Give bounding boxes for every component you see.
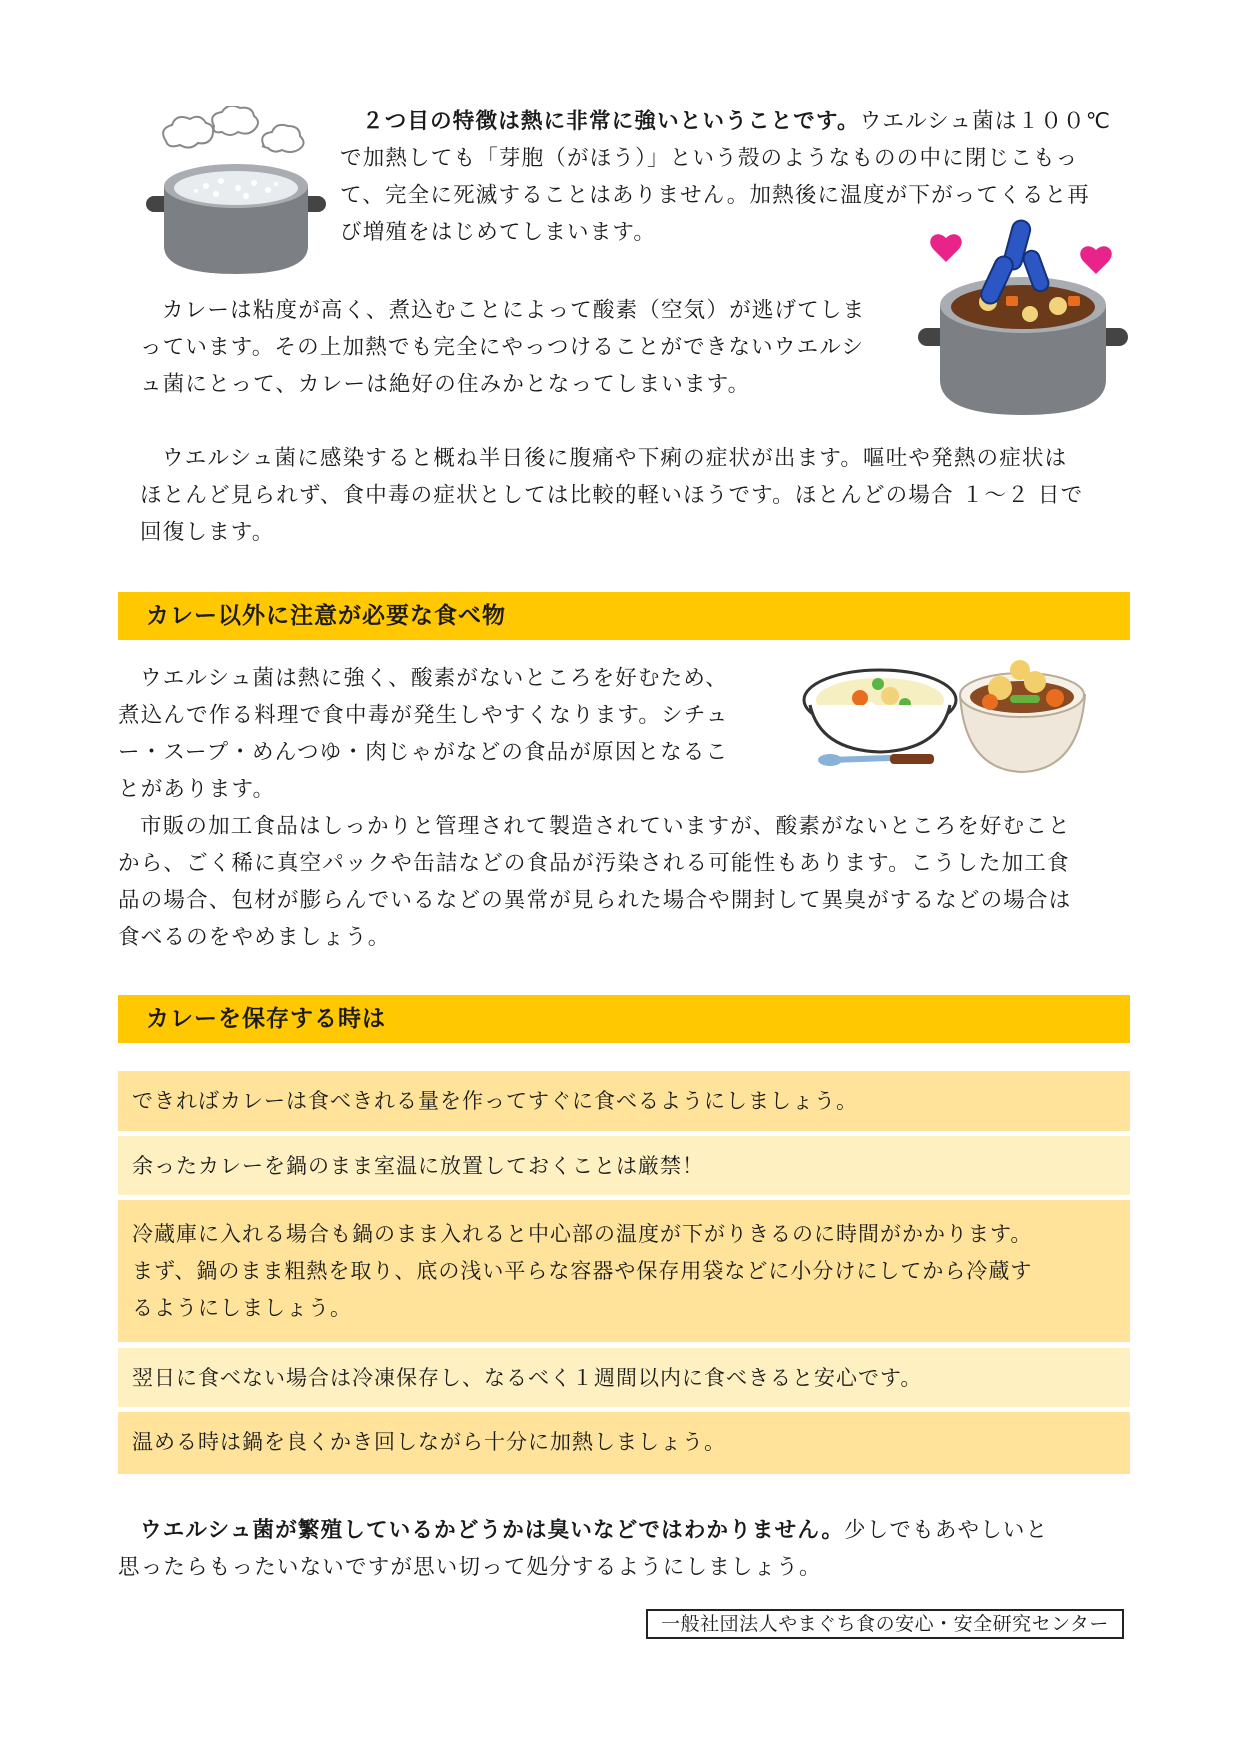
storage-tip-text: 温める時は鍋を良くかき回しながら十分に加熱しましょう。 [132,1430,726,1454]
symptoms-paragraph [118,440,1138,551]
other-foods-p2-line4: 食べるのをやめましょう。 [118,925,391,950]
organization-name: 一般社団法人やまぐち食の安心・安全研究センター [661,1613,1109,1635]
closing-paragraph [118,1512,1138,1586]
curry-pot-with-bacteria-icon [918,210,1128,420]
steaming-rice-pot-icon [146,106,326,281]
closing-line2: 思ったらもったいないですが思い切って処分するようにしましょう。 [118,1555,822,1580]
other-foods-p1-line4: とがあります。 [118,777,276,802]
other-foods-paragraph-2 [118,808,1138,956]
section-header-storage [118,995,1130,1043]
storage-tip-3-line3: るようにしましょう。 [132,1296,352,1320]
curry-line3: ュ菌にとって、カレーは絶好の住みかとなってしまいます。 [140,372,751,397]
storage-tip-2 [118,1136,1130,1195]
intro-line1-rest: ウエルシュ菌は１００℃ [859,109,1112,134]
other-foods-paragraph-1 [118,660,798,808]
other-foods-p1-line3: ー・スープ・めんつゆ・肉じゃがなどの食品が原因となるこ [118,740,729,765]
curry-line2: っています。その上加熱でも完全にやっつけることができないウエルシ [140,335,865,360]
intro-bold-lead: ２つ目の特徴は熱に非常に強いということです。 [362,109,860,134]
symptoms-line1: ウエルシュ菌に感染すると概ね半日後に腹痛や下痢の症状が出ます。嘔吐や発熱の症状は [162,446,1068,471]
curry-paragraph [118,292,918,403]
closing-line1-rest: 少しでもあやしいと [844,1518,1049,1543]
other-foods-p2-line1: 市販の加工食品はしっかりと管理されて製造されていますが、酸素がないところを好むこと [140,814,1071,839]
storage-tip-text: 余ったカレーを鍋のまま室温に放置しておくことは厳禁！ [132,1154,704,1178]
symptoms-line2: ほとんど見られず、食中毒の症状としては比較的軽いほうです。ほとんどの場合 １～２ 日で [140,483,1084,508]
nikujaga-bowl-icon [955,650,1090,780]
storage-tip-3 [118,1200,1130,1342]
closing-bold-lead: ウエルシュ菌が繁殖しているかどうかは臭いなどではわかりません。 [140,1518,845,1543]
section-title: カレーを保存する時は [146,1006,386,1032]
storage-tip-text: できればカレーは食べきれる量を作ってすぐに食べるようにしましょう。 [132,1089,858,1113]
section-header-other-foods [118,592,1130,640]
other-foods-p2-line2: から、ごく稀に真空パックや缶詰などの食品が汚染される可能性もあります。こうした加工食 [118,851,1070,876]
intro-line2: で加熱しても「芽胞（がほう）」という殻のようなものの中に閉じこもっ [340,146,1079,171]
storage-tip-1 [118,1071,1130,1131]
intro-line3: て、完全に死滅することはありません。加熱後に温度が下がってくると再 [340,183,1090,208]
organization-footer [646,1609,1124,1639]
storage-tip-3-line1: 冷蔵庫に入れる場合も鍋のまま入れると中心部の温度が下がりきるのに時間がかかります。 [132,1222,1033,1246]
other-foods-p1-line1: ウエルシュ菌は熱に強く、酸素がないところを好むため、 [140,666,728,691]
storage-tip-3-line2: まず、鍋のまま粗熱を取り、底の浅い平らな容器や保存用袋などに小分けにしてから冷蔵す [132,1259,1033,1283]
storage-tip-text: 翌日に食べない場合は冷凍保存し、なるべく１週間以内に食べきると安心です。 [132,1366,923,1390]
section-title: カレー以外に注意が必要な食べ物 [146,603,506,629]
other-foods-p1-line2: 煮込んで作る料理で食中毒が発生しやすくなります。シチュ [118,703,729,728]
storage-tip-5 [118,1412,1130,1474]
intro-line4: び増殖をはじめてしまいます。 [340,220,657,245]
symptoms-line3: 回復します。 [140,520,275,545]
curry-line1: カレーは粘度が高く、煮込むことによって酸素（空気）が逃げてしま [162,298,866,323]
storage-tip-4 [118,1348,1130,1407]
stew-bowl-icon [800,660,965,780]
other-foods-p2-line3: 品の場合、包材が膨らんでいるなどの異常が見られた場合や開封して異臭がするなどの場合は [118,888,1072,913]
